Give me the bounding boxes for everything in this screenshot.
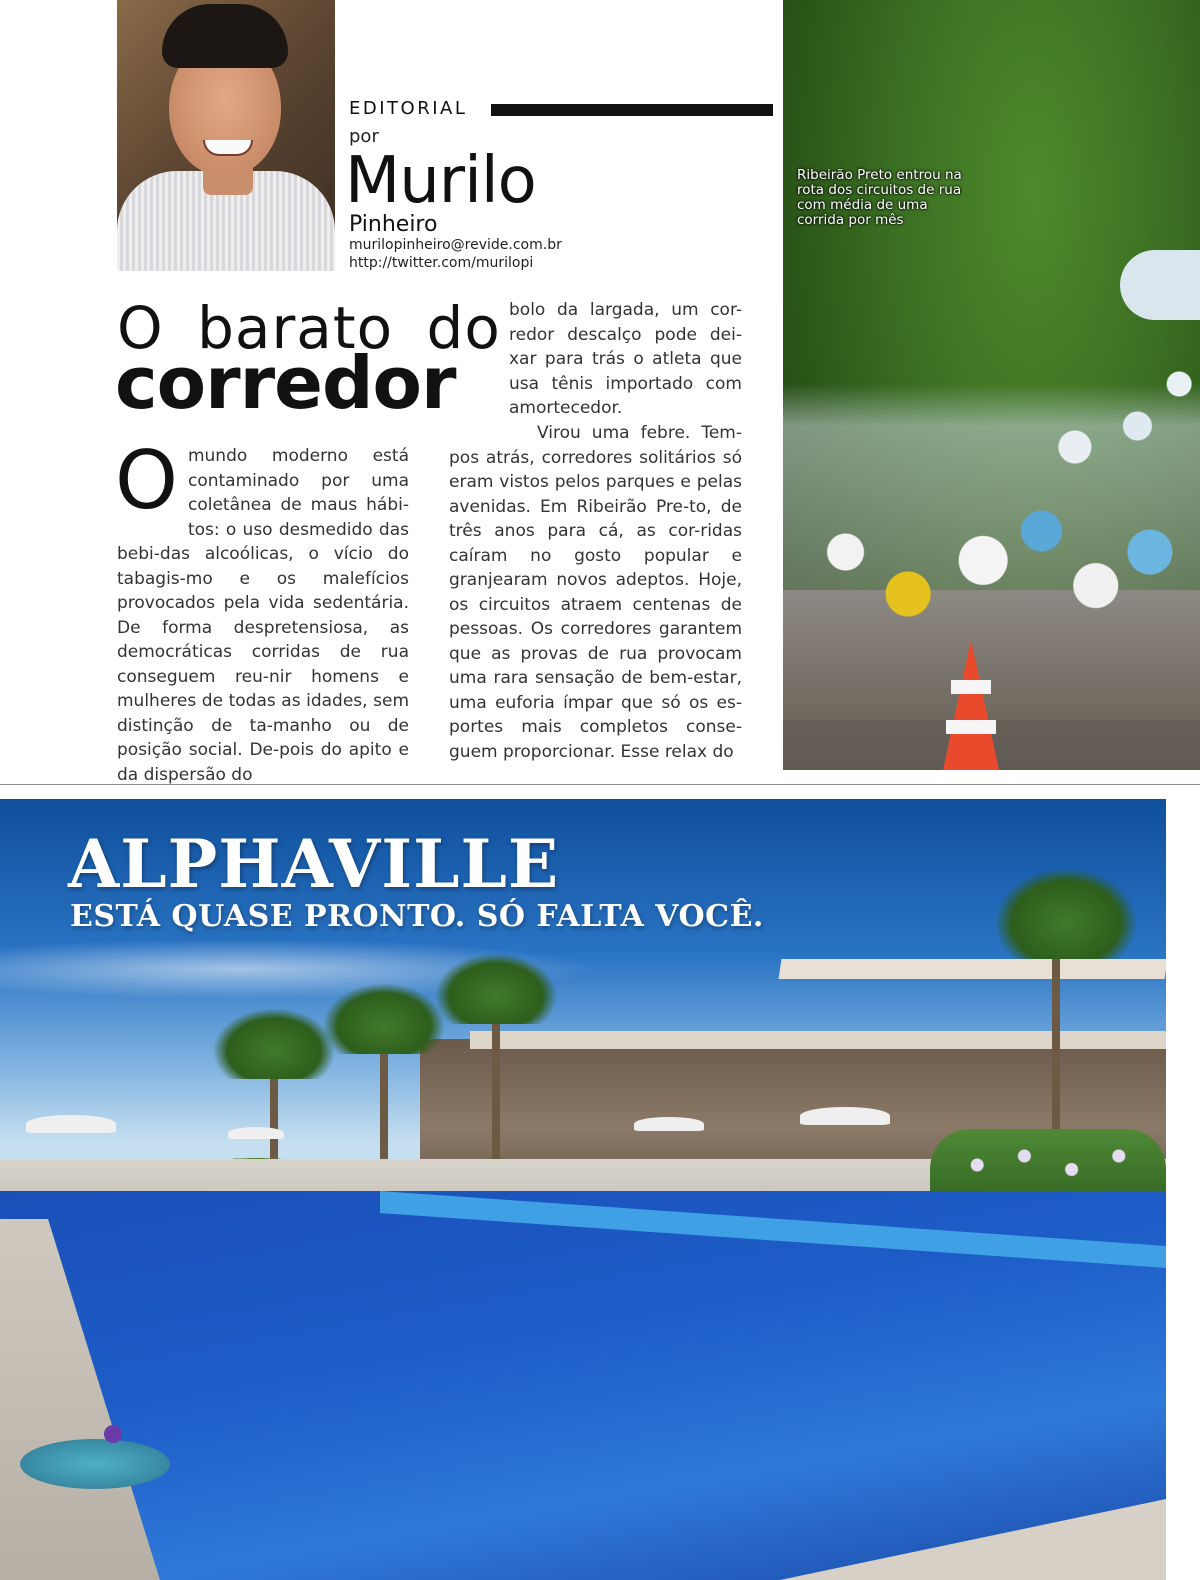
sun-hat — [20, 1439, 170, 1489]
author-last-name: Pinheiro — [349, 212, 438, 237]
page-divider — [0, 784, 1200, 785]
author-twitter-link[interactable]: http://twitter.com/murilopi — [349, 255, 534, 271]
drop-cap: O — [115, 434, 178, 527]
author-email-link[interactable]: murilopinheiro@revide.com.br — [349, 237, 562, 253]
article-column-1 — [115, 434, 409, 787]
article-title-line2: corredor — [115, 341, 456, 425]
alphaville-advertisement[interactable] — [0, 799, 1166, 1580]
article-column-2 — [449, 421, 742, 764]
section-label: EDITORIAL — [349, 98, 468, 119]
article-paragraph-1: mundo moderno está contaminado por uma coletânea de maus hábi-tos: o uso desmedido das bebi-das alcoólicas, o vício do tabagis-mo e os malefícios provocados pela vida sedentária. De forma despretensiosa, as democráticas corridas de rua conseguem reu-nir homens e mulheres de todas as idades, sem distinção de ta-manho ou de posição social. De-pois do apito e da dispersão do — [117, 446, 409, 785]
byline-prefix: por — [349, 126, 379, 147]
article-paragraph-1-cont: bolo da largada, um cor-redor descalço pode dei-xar para trás o atleta que usa tênis importado com amortecedor. — [509, 300, 742, 418]
traffic-cone — [943, 640, 999, 770]
article-paragraph-2: Virou uma febre. Tem-pos atrás, corredores solitários só eram vistos pelos parques e pelas avenidas. Em Ribeirão Pre-to, de três anos para cá, as cor-ridas caíram no gosto popular e granjearam novos adeptos. Hoje, os circuitos atraem centenas de pessoas. Os corredores garantem que as provas de rua provocam uma rara sensação de bem-estar, uma euforia ímpar que só os es-portes mais completos conse-guem proporcionar. Esse relax do — [449, 423, 742, 762]
header-rule — [491, 104, 773, 116]
author-first-name: Murilo — [345, 144, 536, 218]
article-column-2-top — [509, 298, 742, 421]
ad-subtitle: ESTÁ QUASE PRONTO. SÓ FALTA VOCÊ. — [70, 899, 764, 934]
race-photo — [783, 0, 1200, 770]
author-photo — [117, 0, 335, 271]
article-title-line1: O barato do — [117, 294, 501, 362]
ad-title: ALPHAVILLE — [68, 825, 560, 903]
photo-caption: Ribeirão Preto entrou na rota dos circuitos de rua com média de uma corrida por mês — [797, 167, 962, 228]
